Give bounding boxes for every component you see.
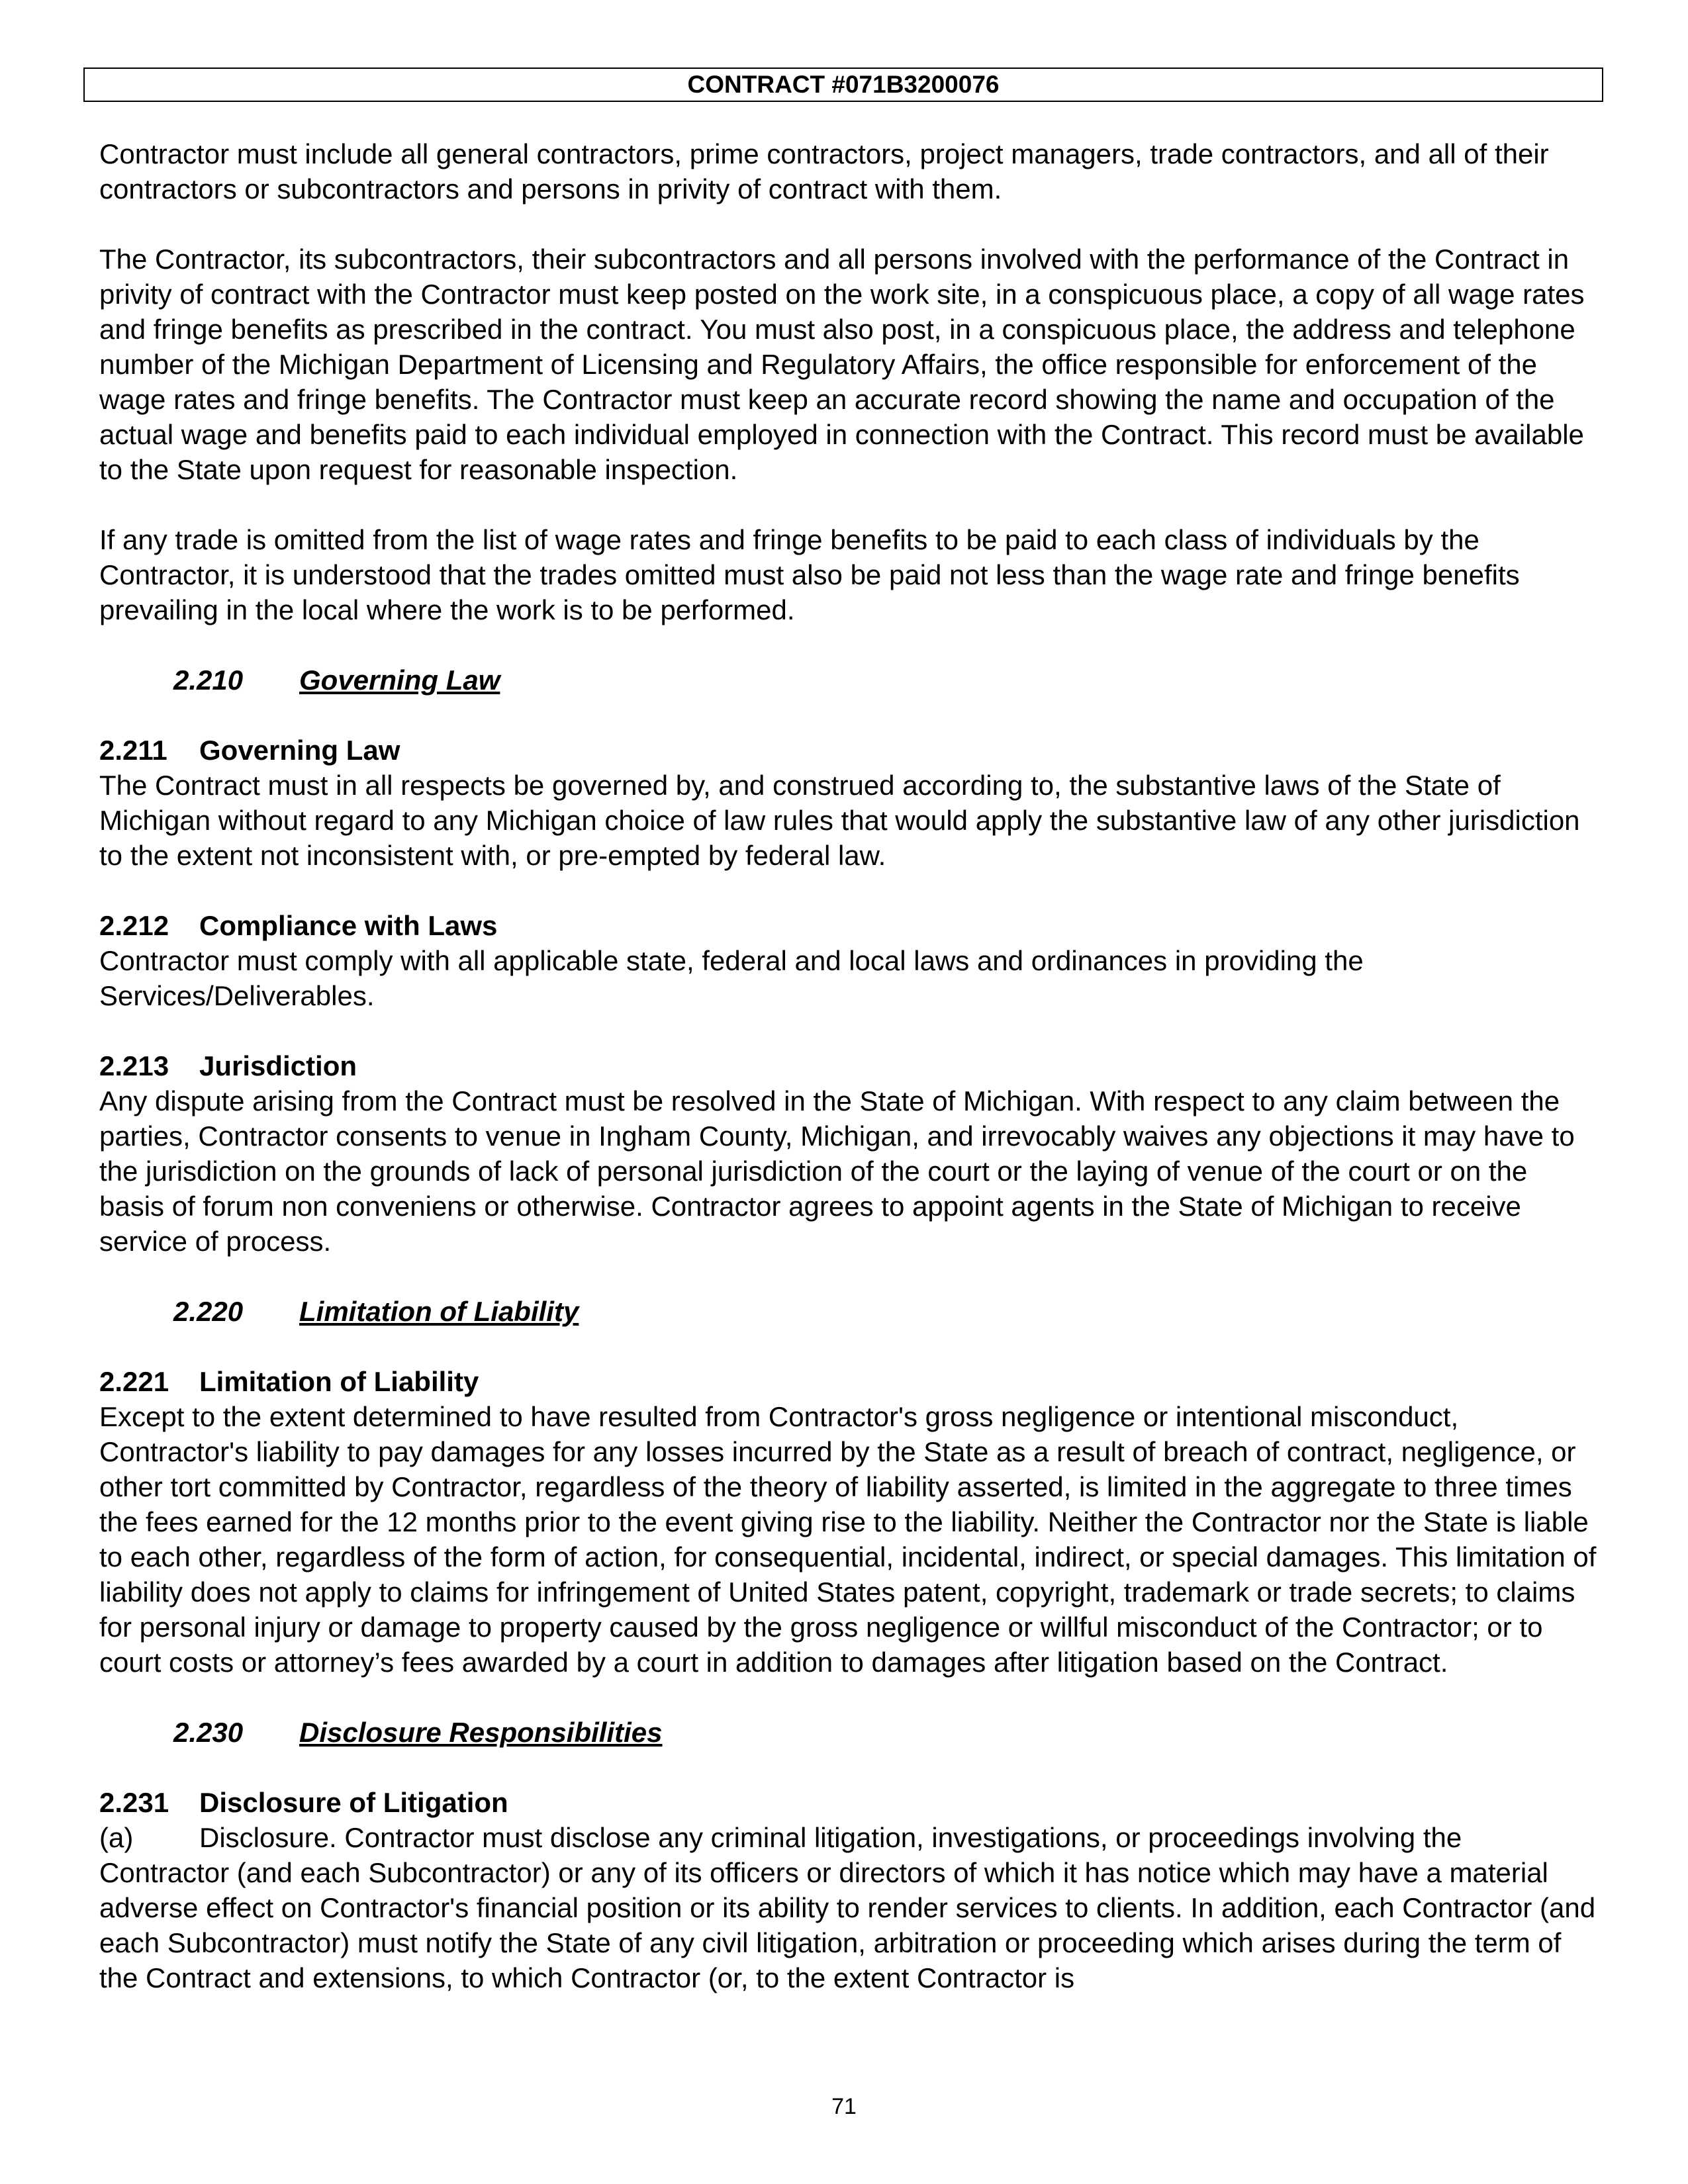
subsection-title: Governing Law	[199, 735, 400, 766]
subsection-heading	[99, 1785, 1597, 1820]
subsection-title: Limitation of Liability	[199, 1366, 479, 1397]
subsection-heading	[99, 1364, 1597, 1399]
subsection-body: Any dispute arising from the Contract must be resolved in the State of Michigan. With respect to any claim between the parties, Contractor consents to venue in Ingham County, Michigan, and irrevocably waives any objections it may have to the jurisdiction on the grounds of lack of personal jurisdiction of the court or the laying of venue of the court or on the basis of forum non conveniens or otherwise. Contractor agrees to appoint agents in the State of Michigan to receive service of process.	[99, 1085, 1575, 1257]
section-number: 2.210	[173, 664, 244, 696]
subsection-heading	[99, 908, 1597, 943]
page-number: 71	[831, 2094, 857, 2119]
subsection-title: Compliance with Laws	[199, 910, 498, 941]
subsection-heading	[99, 733, 1597, 768]
section-title: Disclosure Responsibilities	[299, 1717, 663, 1748]
subsection-number: 2.231	[99, 1787, 169, 1818]
subsection-body: Contractor must comply with all applicable state, federal and local laws and ordinances in providing the Services/Deliverables.	[99, 945, 1364, 1011]
subsection-body: The Contract must in all respects be governed by, and construed according to, the substantive laws of the State of Michigan without regard to any Michigan choice of law rules that would apply the substantive law of any other jurisdiction to the extent not inconsistent with, or pre-empted by federal law.	[99, 770, 1580, 871]
section-heading	[173, 1294, 1597, 1329]
subsection-title: Disclosure of Litigation	[199, 1787, 508, 1818]
subsection-title: Jurisdiction	[199, 1050, 357, 1081]
subsection-number: 2.212	[99, 910, 169, 941]
section-heading	[173, 1715, 1597, 1750]
section-number: 2.220	[173, 1296, 244, 1327]
contract-header	[83, 68, 1603, 102]
subsection-body: Except to the extent determined to have resulted from Contractor's gross negligence or intentional misconduct, Contractor's liability to pay damages for any losses incurred by the State as a result of breach of contract, negligence, or other tort committed by Contractor, regardless of the theory of liability asserted, is limited in the aggregate to three times the fees earned for the 12 months prior to the event giving rise to the liability. Neither the Contractor nor the State is liable to each other, regardless of the form of action, for consequential, incidental, indirect, or special damages. This limitation of liability does not apply to claims for infringement of United States patent, copyright, trademark or trade secrets; to claims for personal injury or damage to property caused by the gross negligence or willful misconduct of the Contractor; or to court costs or attorney’s fees awarded by a court in addition to damages after litigation based on the Contract.	[99, 1401, 1597, 1678]
item-text: Disclosure. Contractor must disclose any criminal litigation, investigations, or proceedings involving the Contractor (and each Subcontractor) or any of its officers or directors of which it has notice which may have a material adverse effect on Contractor's financial position or its ability to render services to clients. In addition, each Contractor (and each Subcontractor) must notify the State of any civil litigation, arbitration or proceeding which arises during the term of the Contract and extensions, to which Contractor (or, to the extent Contractor is	[99, 1822, 1596, 1993]
section-title: Limitation of Liability	[299, 1296, 579, 1327]
contract-title: CONTRACT #071B3200076	[687, 71, 1000, 98]
section-number: 2.230	[173, 1717, 244, 1748]
section-title: Governing Law	[299, 664, 500, 696]
subsection-number: 2.213	[99, 1050, 169, 1081]
subsection-body	[99, 1820, 1597, 1995]
document-body	[99, 136, 1597, 2030]
intro-paragraph: Contractor must include all general contractors, prime contractors, project managers, trade contractors, and all of their contractors or subcontractors and persons in privity of contract with them.	[99, 138, 1549, 205]
subsection-number: 2.211	[99, 735, 167, 766]
section-heading	[173, 662, 1597, 698]
intro-paragraph: If any trade is omitted from the list of wage rates and fringe benefits to be paid to each class of individuals by the Contractor, it is understood that the trades omitted must also be paid not less than the wage rate and fringe benefits prevailing in the local where the work is to be performed.	[99, 524, 1520, 625]
intro-paragraph: The Contractor, its subcontractors, their subcontractors and all persons involved with the performance of the Contract in privity of contract with the Contractor must keep posted on the work site, in a conspicuous place, a copy of all wage rates and fringe benefits as prescribed in the contract. You must also post, in a conspicuous place, the address and telephone number of the Michigan Department of Licensing and Regulatory Affairs, the office responsible for enforcement of the wage rates and fringe benefits. The Contractor must keep an accurate record showing the name and occupation of the actual wage and benefits paid to each individual employed in connection with the Contract. This record must be available to the State upon request for reasonable inspection.	[99, 244, 1585, 485]
subsection-heading	[99, 1048, 1597, 1083]
item-label: (a)	[99, 1822, 134, 1853]
subsection-number: 2.221	[99, 1366, 169, 1397]
